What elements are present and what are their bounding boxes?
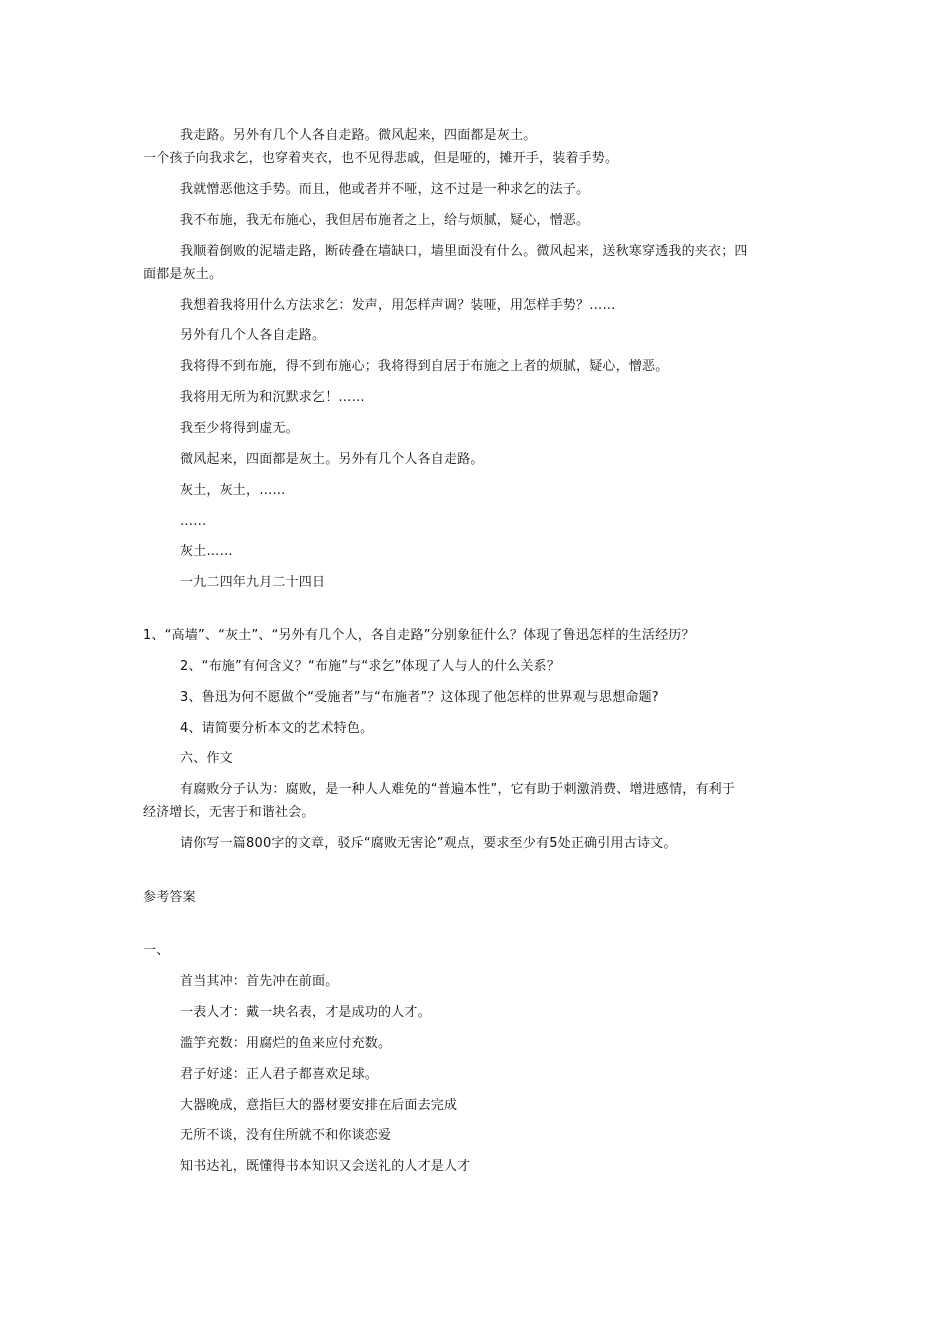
answers-section-label: 一、 [143,943,170,958]
essay-prompt: 有腐败分子认为：腐败，是一种人人难免的“普遍本性”，它有助于刺激消费、增进感情，有利于 [180,782,736,797]
question-3: 3、鲁迅为何不愿做个“受施者”与“布施者”？这体现了他怎样的世界观与思想命题? [180,690,659,705]
essay-prompt-continuation: 经济增长，无害于和谐社会。 [143,805,315,820]
answer-item: 君子好逑：正人君子都喜欢足球。 [180,1067,379,1082]
passage-paragraph: 我不布施，我无布施心，我但居布施者之上，给与烦腻，疑心，憎恶。 [180,213,590,228]
passage-paragraph: 我将用无所为和沉默求乞！…… [180,390,365,405]
passage-paragraph: 我想着我将用什么方法求乞：发声，用怎样声调？装哑，用怎样手势？…… [180,298,616,313]
passage-paragraph: 一个孩子向我求乞，也穿着夹衣，也不见得悲戚，但是哑的，摊开手，装着手势。 [143,151,619,166]
passage-date: 一九二四年九月二十四日 [180,575,326,590]
question-1: 1、“高墙”、“灰土”、“另外有几个人，各自走路”分别象征什么？体现了鲁迅怎样的生活经历？ [143,628,695,643]
passage-paragraph: 我至少将得到虚无。 [180,421,299,436]
question-2: 2、“布施”有何含义？“布施”与“求乞”体现了人与人的什么关系？ [180,659,561,674]
passage-paragraph: 我走路。另外有几个人各自走路。微风起来，四面都是灰土。 [180,128,537,143]
passage-paragraph: 另外有几个人各自走路。 [180,328,326,343]
passage-paragraph: …… [180,514,207,529]
essay-task: 请你写一篇800字的文章，驳斥“腐败无害论”观点，要求至少有5处正确引用古诗文。 [180,836,677,851]
passage-paragraph: 灰土，灰土，…… [180,483,286,498]
answers-heading: 参考答案 [143,890,196,905]
essay-heading: 六、作文 [180,751,233,766]
passage-paragraph: 灰土…… [180,544,233,559]
passage-paragraph: 我顺着倒败的泥墙走路，断砖叠在墙缺口，墙里面没有什么。微风起来，送秋寒穿透我的夹衣；四 [180,244,748,259]
answer-item: 知书达礼，既懂得书本知识又会送礼的人才是人才 [180,1159,471,1174]
passage-paragraph: 我就憎恶他这手势。而且，他或者并不哑，这不过是一种求乞的法子。 [180,182,590,197]
passage-paragraph-continuation: 面都是灰土。 [143,267,223,282]
passage-paragraph: 我将得不到布施，得不到布施心；我将得到自居于布施之上者的烦腻，疑心，憎恶。 [180,359,669,374]
answer-item: 大器晚成，意指巨大的器材要安排在后面去完成 [180,1098,458,1113]
question-4: 4、请简要分析本文的艺术特色。 [180,721,374,736]
answer-item: 无所不谈，没有住所就不和你谈恋爱 [180,1128,392,1143]
passage-paragraph: 微风起来，四面都是灰土。另外有几个人各自走路。 [180,452,484,467]
answer-item: 一表人才：戴一块名表，才是成功的人才。 [180,1005,431,1020]
answer-item: 首当其冲：首先冲在前面。 [180,974,339,989]
answer-item: 滥竽充数：用腐烂的鱼来应付充数。 [180,1036,392,1051]
